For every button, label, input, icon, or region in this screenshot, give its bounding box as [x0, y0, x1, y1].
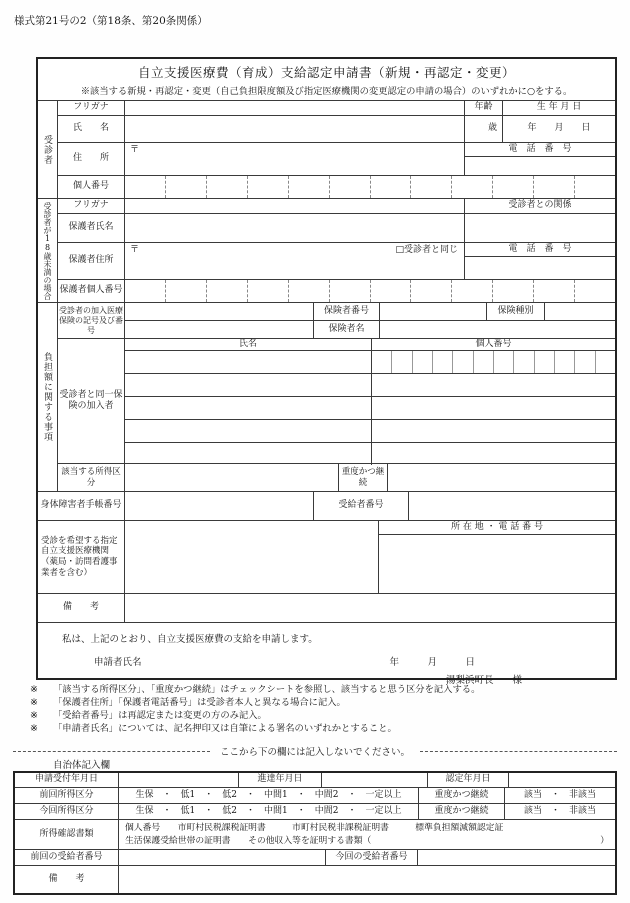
main-remarks-field: [124, 594, 615, 622]
patient-name-label: 氏 名: [72, 123, 109, 134]
spacer: [371, 835, 600, 848]
prev-recipient-field: [118, 850, 325, 865]
curr-severe-options: 該当 ・ 非該当: [504, 804, 615, 819]
digit-box: [412, 351, 432, 373]
municipal-table: [13, 771, 617, 895]
digit-box: [492, 280, 533, 302]
note-text: 「申請者氏名」については、記名押印又は自筆による署名のいずれかとすること。: [53, 723, 397, 734]
forward-date-field: [321, 773, 427, 787]
member-name-field: [125, 374, 371, 396]
declaration-signature-line: [94, 654, 615, 668]
insurance-symbol-field2: [125, 321, 313, 338]
member-name-field: [125, 397, 371, 419]
digit-box: [432, 351, 452, 373]
burden-section-body: [58, 303, 615, 491]
member-mynumber-boxes: [371, 351, 615, 373]
note-marker: ※: [30, 710, 38, 721]
guardian-furigana-row: [58, 199, 615, 213]
patient-mynumber-label: 個人番号: [72, 181, 109, 192]
digit-box: [247, 176, 288, 198]
guardian-name-label: 保護者氏名: [68, 222, 114, 233]
patient-age-header: 年齢: [464, 101, 502, 115]
insurance-label: 受診者の加入医療保険の記号及び番号: [59, 305, 123, 335]
main-form-table: [36, 57, 617, 686]
curr-income-label: 今回所得区分: [39, 805, 94, 816]
curr-income-row: [15, 803, 615, 819]
patient-phone-column: [464, 143, 615, 175]
guardian-mynumber-row: [58, 279, 615, 302]
recipient-numbers-row: [15, 849, 615, 865]
muni-remarks-label: 備 考: [48, 873, 85, 884]
digit-box: [125, 176, 165, 198]
member-mynumber-header: 個人番号: [371, 339, 615, 350]
member-name-header: 氏名: [238, 339, 257, 349]
insurance-type-label: 保険種別: [486, 303, 544, 320]
institution-address-field: [379, 535, 615, 593]
income-class-field: [124, 464, 338, 491]
note-line: [30, 722, 610, 735]
digit-box: [492, 176, 533, 198]
digit-box: [534, 351, 554, 373]
declaration-date: 年 月 日: [389, 657, 476, 668]
approval-date-label: 認定年月日: [427, 773, 508, 787]
patient-name-row: [58, 115, 615, 142]
member-mynumber-boxes: [371, 443, 615, 465]
patient-mynumber-boxes: [124, 176, 615, 198]
note-line: [30, 696, 610, 709]
note-text: 「該当する所得区分」、「重度かつ継続」はチェックシートを参照し、該当すると思う区分を記入する。: [53, 684, 481, 695]
digit-box: [206, 176, 247, 198]
digit-box: [451, 280, 492, 302]
digit-box: [165, 280, 206, 302]
patient-furigana-field: [124, 101, 464, 115]
income-docs-label: 所得確認書類: [39, 828, 94, 839]
note-line: [30, 709, 610, 722]
reception-date-label: 申請受付年月日: [34, 774, 98, 785]
digit-box: [410, 280, 451, 302]
same-as-patient-checkbox: □受診者と同じ: [395, 245, 458, 255]
member-name-field: [125, 351, 371, 373]
curr-income-options: 生保 ・ 低1 ・ 低2 ・ 中間1 ・ 中間2 ・ 一定以上: [118, 804, 418, 819]
digit-box: [372, 374, 615, 396]
digit-box: [372, 420, 615, 442]
approval-date-field: [508, 773, 615, 787]
member-mynumber-boxes: [371, 420, 615, 442]
digit-box: [206, 280, 247, 302]
digit-box: [493, 351, 513, 373]
burden-group-label: 負担額に関する事項: [38, 303, 58, 491]
note-marker: ※: [30, 723, 38, 734]
curr-recipient-label: 今回の受給者番号: [325, 850, 417, 865]
prev-severe-options: 該当 ・ 非該当: [504, 788, 615, 803]
insured-members-row: [58, 338, 615, 463]
member-row: [125, 373, 615, 396]
note-marker: ※: [30, 697, 38, 708]
insurer-number-field: [379, 303, 486, 320]
main-remarks-row: [38, 593, 615, 622]
handbook-field: [124, 492, 313, 520]
burden-section: [38, 302, 615, 491]
patient-furigana-row: [58, 101, 615, 115]
digit-box: [452, 351, 472, 373]
patient-phone-field: [465, 157, 615, 175]
patient-address-row: [58, 142, 615, 175]
digit-box: [574, 176, 615, 198]
severe-continuous-field: [387, 464, 615, 491]
insured-members-label: 受診者と同一保険の加入者: [59, 389, 123, 411]
notes-block: [30, 683, 610, 735]
postal-mark: 〒: [130, 145, 140, 155]
income-docs-line2-close: ）: [600, 835, 609, 846]
note-text: 「受給者番号」は再認定または変更の方のみ記入。: [53, 710, 267, 721]
applicant-name-label: 申請者氏名: [94, 657, 142, 668]
digit-box: [391, 351, 411, 373]
digit-box: [574, 351, 594, 373]
institution-row: [38, 520, 615, 593]
member-row: [125, 419, 615, 442]
muni-remarks-row: [15, 865, 615, 893]
form-title: 自立支援医療費（育成）支給認定申請書（新規・再認定・変更）: [137, 65, 515, 80]
institution-label: 受診を希望する指定自立支援医療機関（薬局・訪問看護事業者を含む）: [41, 535, 118, 578]
insurance-detail: [124, 303, 615, 338]
guardian-section-body: [58, 199, 615, 302]
digit-box: [410, 176, 451, 198]
dashed-line: [13, 751, 210, 752]
digit-box: [372, 443, 615, 465]
income-docs-line2: [119, 835, 615, 848]
dashed-line: [420, 751, 617, 752]
member-row: [125, 350, 615, 373]
digit-box: [370, 280, 411, 302]
income-docs-row: [15, 819, 615, 849]
digit-box: [288, 176, 329, 198]
digit-box: [473, 351, 493, 373]
reception-date-field: [118, 773, 238, 787]
muni-dates-row: [15, 773, 615, 787]
relation-field: [464, 214, 615, 242]
insurer-number-label: 保険者番号: [313, 303, 379, 320]
forward-date-label: 進達年月日: [238, 773, 321, 787]
digit-box: [533, 176, 574, 198]
main-remarks-label: 備 考: [62, 602, 99, 613]
insurance-symbol-field: [125, 303, 313, 320]
insured-members-table: [124, 339, 615, 463]
prev-income-row: [15, 787, 615, 803]
guardian-section: [38, 198, 615, 302]
guardian-address-row: [58, 242, 615, 279]
digit-box: [329, 176, 370, 198]
income-docs-line2-text: 生活保護受給世帯の証明書 その他収入等を証明する書類（: [125, 835, 372, 846]
income-class-row: [58, 463, 615, 491]
patient-section-body: [58, 101, 615, 198]
note-line: [30, 683, 610, 696]
insurer-name-field: [379, 321, 615, 338]
members-header-row: [125, 339, 615, 350]
prev-recipient-label: 前回の受給者番号: [30, 851, 103, 862]
institution-name-field: [124, 521, 378, 593]
digit-box: [533, 280, 574, 302]
prev-severe-label: 重度かつ継続: [418, 788, 504, 803]
digit-box: [372, 351, 391, 373]
guardian-phone-header: 電 話 番 号: [465, 243, 615, 257]
guardian-name-row: [58, 213, 615, 242]
member-mynumber-boxes: [371, 374, 615, 396]
muni-remarks-field: [118, 866, 615, 893]
declaration-statement: 私は、上記のとおり、自立支援医療費の支給を申請します。: [62, 634, 318, 645]
guardian-furigana-label: フリガナ: [73, 200, 109, 211]
digit-box: [554, 351, 574, 373]
patient-furigana-label: フリガナ: [73, 102, 109, 113]
insurance-type-field: [544, 303, 615, 320]
guardian-address-label: 保護者住所: [68, 255, 114, 266]
patient-birthdate-header: 生 年 月 日: [502, 101, 615, 115]
patient-age-unit: 歳: [464, 116, 502, 142]
recipient-number-label: 受給者番号: [313, 492, 408, 520]
note-marker: ※: [30, 684, 38, 695]
institution-address-header: 所 在 地 ・ 電 話 番 号: [379, 521, 615, 535]
member-name-field: [125, 420, 371, 442]
guardian-mynumber-label: 保護者個人番号: [59, 285, 123, 296]
patient-section: [38, 100, 615, 198]
member-row: [125, 396, 615, 419]
member-mynumber-boxes: [371, 397, 615, 419]
guardian-group-label: 受診者が18歳未満の場合: [38, 199, 58, 302]
patient-address-field: [124, 143, 464, 175]
form-subtitle: ※該当する新規・再認定・変更（自己負担限度額及び指定医療機関の変更認定の申請の場合）のいずれかに○をする。: [80, 86, 573, 97]
insurance-row: [58, 303, 615, 338]
digit-box: [513, 351, 533, 373]
member-name-field: [125, 443, 371, 465]
form-title-block: [38, 59, 615, 100]
prev-income-label: 前回所得区分: [39, 789, 94, 800]
digit-box: [288, 280, 329, 302]
severe-continuous-label: 重度かつ継続: [338, 464, 387, 491]
note-text: 「保護者住所」「保護者電話番号」は受診者本人と異なる場合に記入。: [53, 697, 346, 708]
guardian-name-field: [124, 214, 464, 242]
patient-group-label: 受診者: [38, 101, 58, 198]
insurer-name-row: [125, 320, 615, 338]
patient-address-label: 住 所: [72, 153, 109, 164]
digit-box: [574, 280, 615, 302]
relation-header: 受診者との関係: [464, 199, 615, 213]
postal-mark: 〒: [130, 245, 140, 255]
income-docs-line1: 個人番号 市町村民税課税証明書 市町村民税非課税証明書 標準負担額減額認定証: [125, 822, 504, 833]
do-not-write-separator: [13, 744, 617, 758]
member-row: [125, 442, 615, 465]
declaration-addressee: 湯梨浜町長 様: [446, 675, 523, 686]
guardian-phone-column: [464, 243, 615, 279]
patient-mynumber-row: [58, 175, 615, 198]
income-docs-options: [118, 820, 615, 849]
handbook-label: 身体障害者手帳番号: [40, 500, 122, 511]
members-rows: [125, 350, 615, 465]
digit-box: [329, 280, 370, 302]
separator-text: ここから下の欄には記入しないでください。: [220, 747, 411, 758]
declaration-block: [38, 622, 615, 686]
institution-address-column: [378, 521, 615, 593]
guardian-mynumber-boxes: [124, 280, 615, 302]
form-code: 様式第21号の2（第18条、第20条関係）: [14, 15, 208, 27]
digit-box: [125, 280, 165, 302]
patient-name-field: [124, 116, 464, 142]
curr-severe-label: 重度かつ継続: [418, 804, 504, 819]
recipient-number-field: [408, 492, 615, 520]
insurer-name-label: 保険者名: [313, 321, 379, 338]
guardian-address-field: [124, 243, 464, 279]
municipal-section-label: 自治体記入欄: [53, 760, 111, 771]
income-class-label: 該当する所得区分: [61, 466, 121, 488]
digit-box: [595, 351, 615, 373]
insurer-number-row: [125, 303, 615, 320]
patient-phone-header: 電 話 番 号: [465, 143, 615, 157]
digit-box: [372, 397, 615, 419]
curr-recipient-field: [417, 850, 615, 865]
digit-box: [247, 280, 288, 302]
digit-box: [165, 176, 206, 198]
patient-birthdate-field: 年 月 日: [502, 116, 615, 142]
handbook-row: [38, 491, 615, 520]
guardian-phone-field: [465, 257, 615, 279]
guardian-furigana-field: [124, 199, 464, 213]
digit-box: [370, 176, 411, 198]
prev-income-options: 生保 ・ 低1 ・ 低2 ・ 中間1 ・ 中間2 ・ 一定以上: [118, 788, 418, 803]
digit-box: [451, 176, 492, 198]
